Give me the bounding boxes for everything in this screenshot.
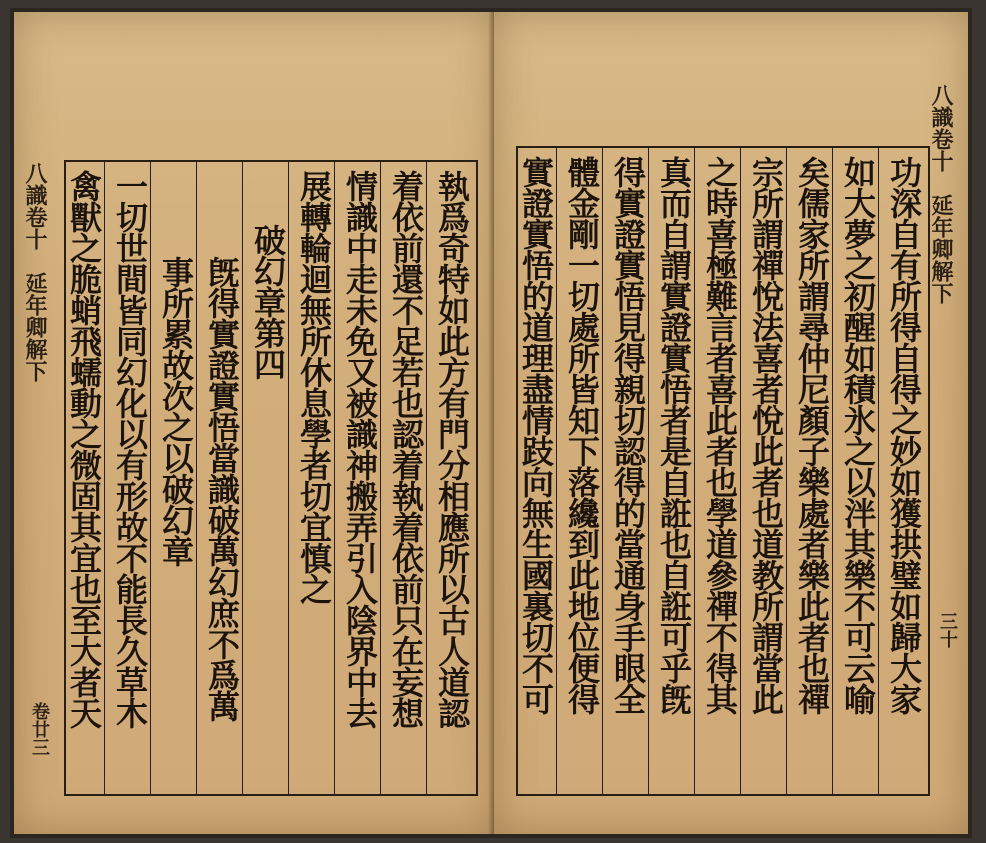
left-column-2: 着依前還不足若也認着執着依前只在妄想 [387, 170, 425, 728]
right-margin-label: 八識卷十 延年卿解下 [928, 84, 954, 304]
left-column-6: 旣得實證實悟當識破萬幻庶不爲萬 [203, 256, 241, 721]
right-column-8: 體金剛一切處所皆知下落纔到此地位便得 [563, 156, 601, 714]
left-margin-label: 八識卷十 延年卿解下 [22, 162, 48, 382]
right-column-9: 實證實悟的道理盡情跂向無生國裏切不可 [517, 156, 555, 714]
left-column-3: 情識中走未免又被識神搬弄引入陰界中去 [341, 170, 379, 728]
right-text-frame [516, 146, 930, 796]
left-page-number: 卷廿三 [29, 702, 50, 756]
left-column-8: 一切世間皆同幻化以有形故不能長久草木 [111, 170, 149, 728]
left-column-7: 事所累故次之以破幻章 [157, 256, 195, 566]
chapter-heading: 破幻章第四 [249, 224, 287, 379]
left-column-4: 展轉輪迴無所休息學者切宜慎之 [295, 170, 333, 604]
right-column-6: 真而自謂實證實悟者是自誑也自誑可乎旣 [655, 156, 693, 714]
left-page [14, 12, 494, 834]
right-column-1: 功深自有所得自得之妙如獲拱璧如歸大家 [885, 156, 923, 714]
left-text-frame [64, 160, 478, 796]
right-column-2: 如大夢之初醒如積氷之以泮其樂不可云喻 [839, 156, 877, 714]
right-column-5: 之時喜極難言者喜此者也學道參禪不得其 [701, 156, 739, 714]
book-spread [10, 8, 972, 838]
right-page [494, 12, 968, 834]
right-column-4: 宗所謂禪悅法喜者悅此者也道教所謂當此 [747, 156, 785, 714]
left-column-9: 禽獸之脆蛸飛蠕動之微固其宜也至大者天 [65, 170, 103, 728]
right-page-number: 三十 [937, 612, 958, 648]
right-column-3: 矣儒家所謂尋仲尼顏子樂處者樂此者也禪 [793, 156, 831, 714]
right-column-7: 得實證實悟見得親切認得的當通身手眼全 [609, 156, 647, 714]
left-column-1: 執爲奇特如此方有門分相應所以古人道認 [433, 170, 471, 728]
